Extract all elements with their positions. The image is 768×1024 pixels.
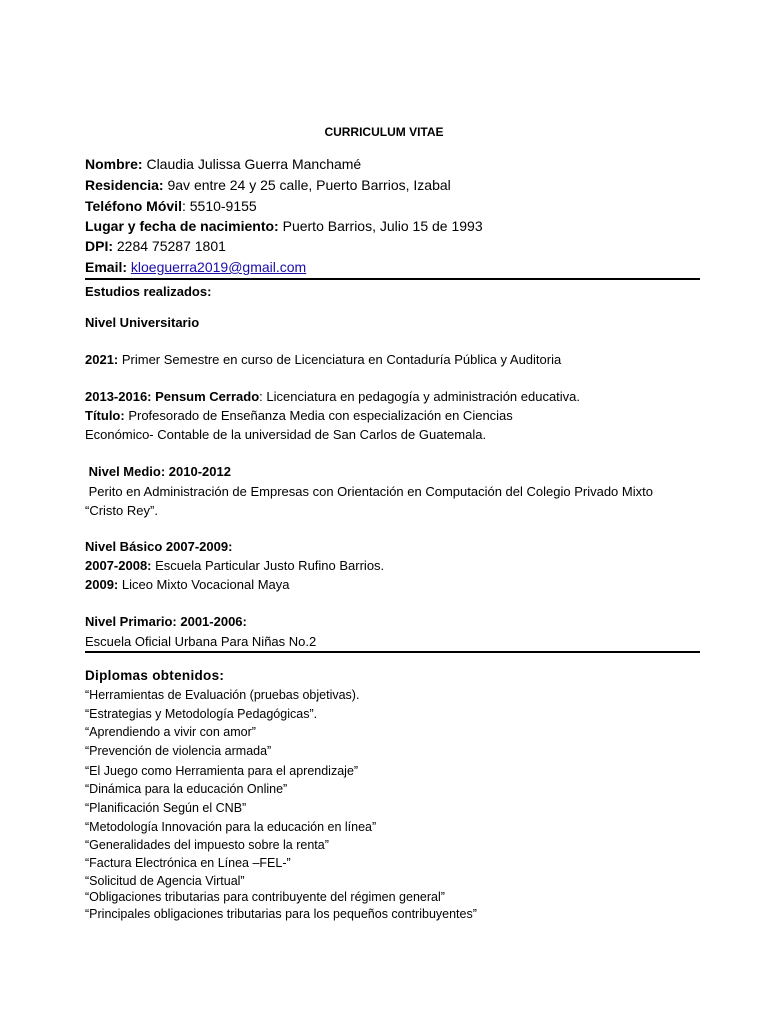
residence-value: 9av entre 24 y 25 calle, Puerto Barrios, Izabal <box>163 177 451 193</box>
basico-heading: Nivel Básico 2007-2009: <box>85 539 233 554</box>
phone-row <box>85 199 257 213</box>
residence-label: Residencia: <box>85 177 164 193</box>
diploma-item: “Factura Electrónica en Línea –FEL-” <box>85 856 291 870</box>
name-label: Nombre: <box>85 156 143 172</box>
year-label: 2009: <box>85 577 119 592</box>
studies-heading: Estudios realizados: <box>85 284 212 299</box>
diploma-item: “El Juego como Herramienta para el aprendizaje” <box>85 764 359 778</box>
name-value: Claudia Julissa Guerra Manchamé <box>142 156 362 172</box>
birth-label: Lugar y fecha de nacimiento: <box>85 218 279 234</box>
phone-value: : 5510-9155 <box>181 198 257 214</box>
year-label: 2021: <box>85 352 119 367</box>
university-titulo-cont: Económico- Contable de la universidad de San Carlos de Guatemala. <box>85 427 487 442</box>
year-label: 2007-2008: <box>85 558 152 573</box>
medio-heading: Nivel Medio: 2010-2012 <box>85 464 231 479</box>
diploma-item: “Herramientas de Evaluación (pruebas objetivas). <box>85 688 360 702</box>
basico-line-2 <box>85 578 290 591</box>
divider <box>85 278 700 280</box>
diploma-item: “Prevención de violencia armada” <box>85 744 272 758</box>
diploma-item: “Aprendiendo a vivir con amor” <box>85 725 256 739</box>
medio-line-1: Perito en Administración de Empresas con Orientación en Computación del Colegio Privado Mixto <box>85 484 653 499</box>
name-row <box>85 157 361 171</box>
diploma-item: “Obligaciones tributarias para contribuyente del régimen general” <box>85 890 445 904</box>
basico-line-1 <box>85 559 384 572</box>
primario-heading: Nivel Primario: 2001-2006: <box>85 614 247 629</box>
dpi-label: DPI: <box>85 238 113 254</box>
university-titulo <box>85 409 513 422</box>
university-2013 <box>85 390 580 403</box>
dpi-value: 2284 75287 1801 <box>113 238 226 254</box>
medio-line-2: “Cristo Rey”. <box>85 503 158 518</box>
primario-line: Escuela Oficial Urbana Para Niñas No.2 <box>85 634 317 649</box>
titulo-text: Profesorado de Enseñanza Media con especialización en Ciencias <box>124 408 513 423</box>
diploma-item: “Solicitud de Agencia Virtual” <box>85 874 245 888</box>
year-text: : Licenciatura en pedagogía y administración educativa. <box>259 389 581 404</box>
university-heading: Nivel Universitario <box>85 315 200 330</box>
university-2021 <box>85 353 561 366</box>
birth-value: Puerto Barrios, Julio 15 de 1993 <box>278 218 483 234</box>
diploma-item: “Generalidades del impuesto sobre la renta” <box>85 838 329 852</box>
document-title: CURRICULUM VITAE <box>324 125 444 139</box>
phone-label: Teléfono Móvil <box>85 198 182 214</box>
year-text: Liceo Mixto Vocacional Maya <box>118 577 290 592</box>
email-link[interactable]: kloeguerra2019@gmail.com <box>130 259 307 275</box>
year-label: 2013-2016: Pensum Cerrado <box>85 389 260 404</box>
diploma-item: “Planificación Según el CNB” <box>85 801 247 815</box>
diplomas-heading: Diplomas obtenidos: <box>85 668 225 683</box>
divider <box>85 651 700 653</box>
email-row <box>85 260 306 274</box>
diploma-item: “Metodología Innovación para la educación en línea” <box>85 820 377 834</box>
titulo-label: Título: <box>85 408 125 423</box>
email-label: Email: <box>85 259 128 275</box>
diploma-item: “Principales obligaciones tributarias para los pequeños contribuyentes” <box>85 907 477 921</box>
diploma-item: “Estrategias y Metodología Pedagógicas”. <box>85 707 318 721</box>
residence-row <box>85 178 451 192</box>
diploma-item: “Dinámica para la educación Online” <box>85 782 288 796</box>
birth-row <box>85 219 483 233</box>
year-text: Escuela Particular Justo Rufino Barrios. <box>151 558 385 573</box>
year-text: Primer Semestre en curso de Licenciatura en Contaduría Pública y Auditoria <box>118 352 562 367</box>
dpi-row <box>85 239 226 253</box>
